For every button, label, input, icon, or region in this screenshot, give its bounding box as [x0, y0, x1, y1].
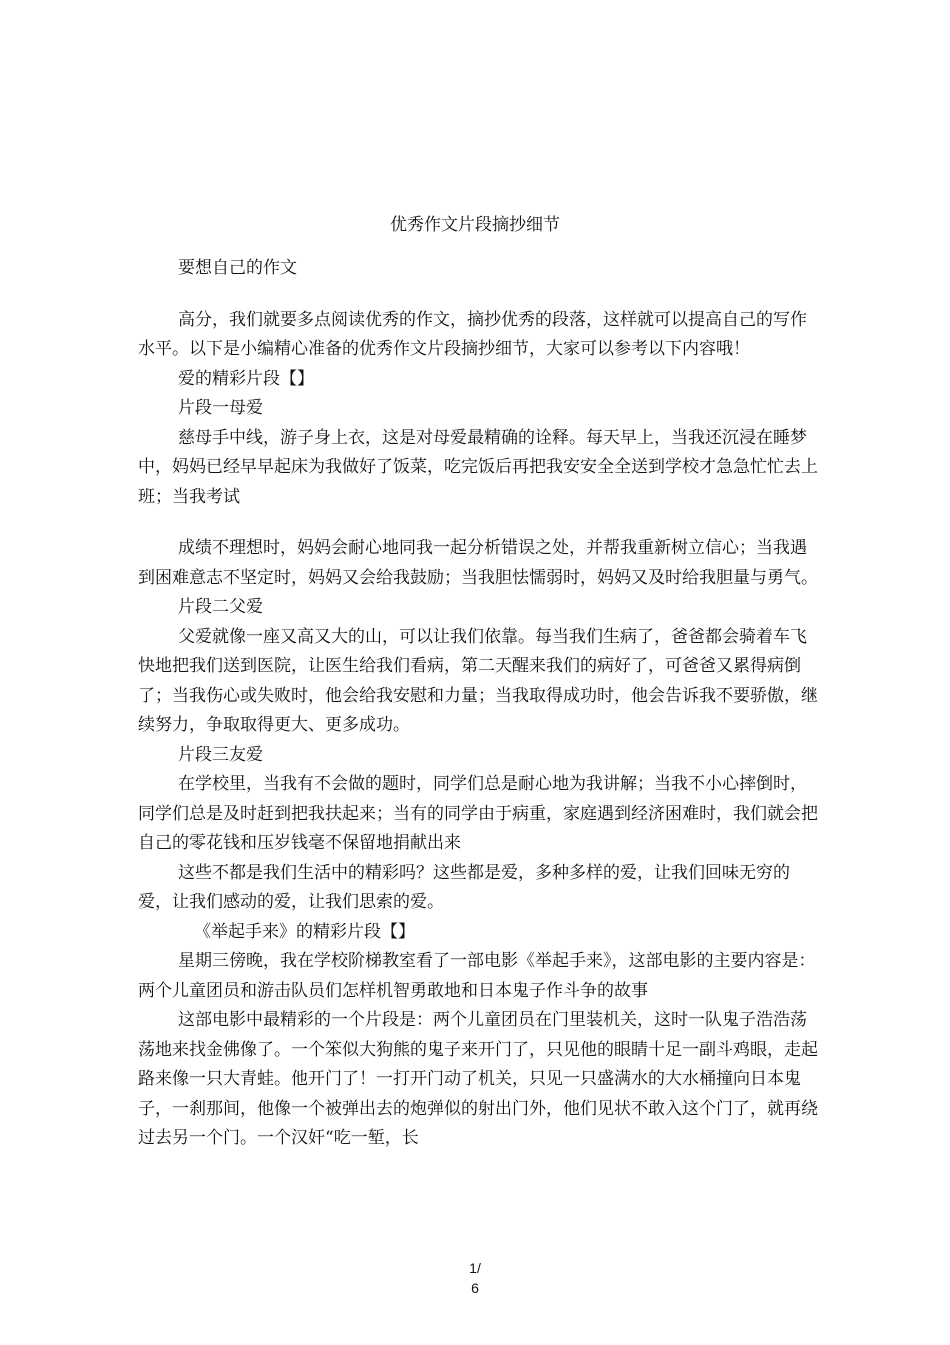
paragraph-friend-love: 在学校里，当我有不会做的题时，同学们总是耐心地为我讲解；当我不小心摔倒时，同学们总是及时赶到把我扶起来；当有的同学由于病重，家庭遇到经济困难时，我们就会把自己的零花钱和压岁钱毫不保留地捐献出来 [138, 774, 818, 853]
document-title: 优秀作文片段摘抄细节 [390, 215, 560, 235]
paragraph-mother-love-1: 慈母手中线，游子身上衣，这是对母爱最精确的诠释。每天早上，当我还沉浸在睡梦中，妈妈已经早早起床为我做好了饭菜，吃完饭后再把我安安全全送到学校才急急忙忙去上班；当我考试 [138, 427, 818, 507]
paragraph-gap [138, 284, 818, 306]
paragraph-love-summary: 这些不都是我们生活中的精彩吗？这些都是爱，多种多样的爱，让我们回味无穷的爱，让我们感动的爱，让我们思索的爱。 [138, 862, 790, 912]
paragraph-movie-1: 星期三傍晚，我在学校阶梯教室看了一部电影《举起手来》，这部电影的主要内容是：两个儿童团员和游击队员们怎样机智勇敢地和日本鬼子作斗争的故事 [138, 951, 816, 1001]
paragraph-intro-1: 要想自己的作文 [178, 258, 297, 278]
subheading-father-love: 片段二父爱 [178, 597, 263, 617]
section-heading-movie: 《举起手来》的精彩片段【】 [194, 921, 415, 942]
paragraph-intro-2: 高分，我们就要多点阅读优秀的作文，摘抄优秀的段落，这样就可以提高自己的写作水平。以下是小编精心准备的优秀作文片段摘抄细节，大家可以参考以下内容哦！ [138, 309, 807, 359]
paragraph-mother-love-2: 成绩不理想时，妈妈会耐心地同我一起分析错误之处，并帮我重新树立信心；当我遇到困难意志不坚定时，妈妈又会给我鼓励；当我胆怯懦弱时，妈妈又及时给我胆量与勇气。 [138, 538, 818, 588]
subheading-mother-love: 片段一母爱 [178, 398, 263, 418]
subheading-friend-love: 片段三友爱 [178, 744, 263, 765]
page-number-line-2: 6 [471, 1280, 479, 1296]
page-number-line-1: 1/ [469, 1260, 481, 1276]
paragraph-movie-2: 这部电影中最精彩的一个片段是：两个儿童团员在门里装机关，这时一队鬼子浩浩荡荡地来找金佛像了。一个笨似大狗熊的鬼子来开门了，只见他的眼睛十足一副斗鸡眼，走起路来像一只大青蛙。他开门了！一打开门动了机关，只见一只盛满水的大水桶撞向日本鬼子，一刹那间，他像一个被弹出去的炮弹似的射出门外，他们见状不敢入这个门了，就再绕过去另一个门。一个汉奸“吃一堑，长 [138, 1010, 818, 1148]
page-number [0, 1258, 950, 1298]
document-body [138, 254, 818, 1154]
paragraph-father-love: 父爱就像一座又高又大的山，可以让我们依靠。每当我们生病了，爸爸都会骑着车飞快地把我们送到医院，让医生给我们看病，第二天醒来我们的病好了，可爸爸又累得病倒了；当我伤心或失败时，他会给我安慰和力量；当我取得成功时，他会告诉我不要骄傲，继续努力，争取取得更大、更多成功。 [138, 626, 818, 735]
section-heading-love: 爱的精彩片段【】 [178, 368, 314, 389]
paragraph-gap [138, 512, 818, 534]
